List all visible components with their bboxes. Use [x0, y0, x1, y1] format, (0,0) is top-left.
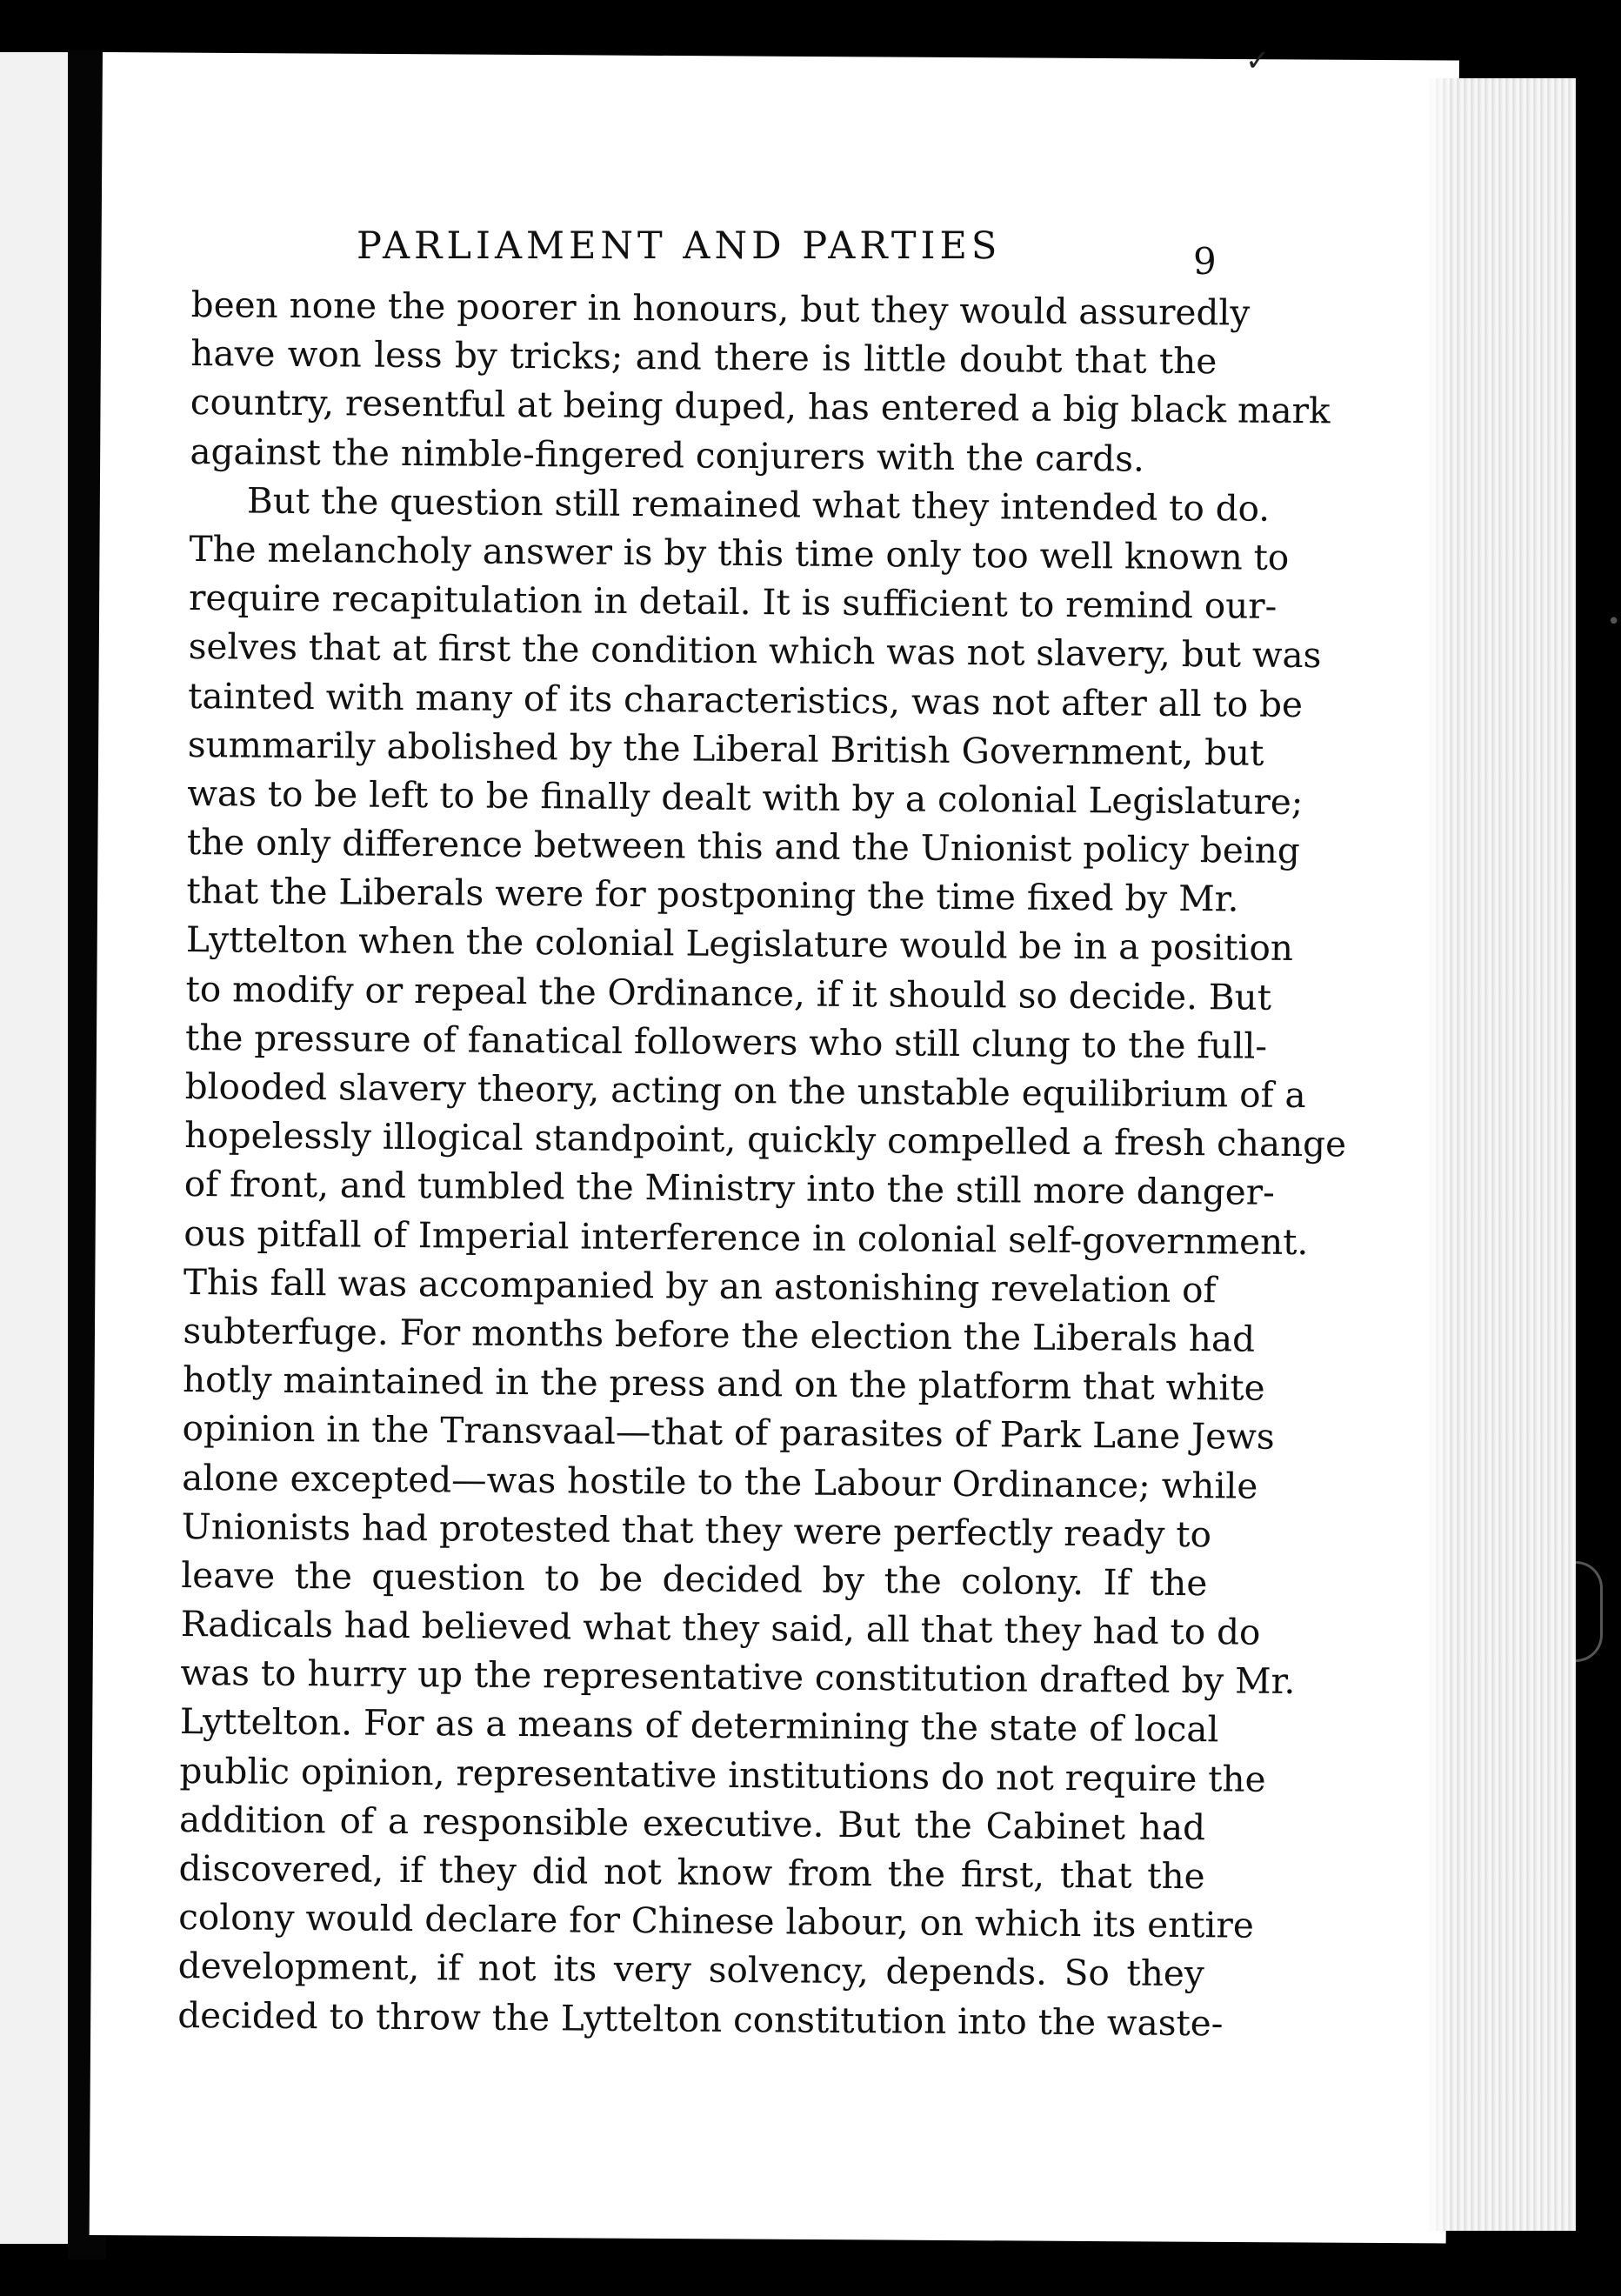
text-line: that the Liberals were for postponing the time fixed by Mr.: [186, 870, 1239, 920]
text-line: Lyttelton when the colonial Legislature would be in a position: [185, 918, 1294, 970]
text-line: Unionists had protested that they were perfectly ready to: [181, 1505, 1212, 1555]
running-head: PARLIAMENT AND PARTIES: [357, 224, 1002, 268]
text-line: require recapitulation in detail. It is sufficient to remind our-: [188, 577, 1277, 627]
text-line: country, resentful at being duped, has entered a big black mark: [190, 381, 1331, 432]
text-line: the pressure of fanatical followers who still clung to the full-: [184, 1016, 1268, 1067]
margin-speck-icon: •: [1607, 609, 1621, 635]
text-line: been none the poorer in honours, but they would assuredly: [190, 283, 1251, 334]
text-line: But the question still remained what they intended to do.: [246, 479, 1271, 530]
text-line: discovered, if they did not know from the first, that the: [178, 1846, 1205, 1898]
text-line: decided to throw the Lyttelton constitution into the waste-: [177, 1993, 1224, 2044]
page-stack-edges: [1426, 78, 1576, 2231]
text-line: ous pitfall of Imperial interference in colonial self-government.: [183, 1211, 1309, 1263]
text-line: to modify or repeal the Ordinance, if it should so decide. But: [185, 967, 1272, 1018]
page-clip-icon: [1576, 1561, 1603, 1662]
text-line: summarily abolished by the Liberal British Government, but: [187, 723, 1264, 774]
text-line: development, if not its very solvency, depends. So they: [177, 1945, 1204, 1995]
text-line: leave the question to be decided by the colony. If the: [181, 1553, 1208, 1605]
text-line: have won less by tricks; and there is little doubt that the: [190, 332, 1217, 383]
text-line: against the nimble-fingered conjurers with the cards.: [190, 430, 1145, 480]
text-line: hopelessly illogical standpoint, quickly compelled a fresh change: [184, 1114, 1347, 1165]
text-line: tainted with many of its characteristics, was not after all to be: [188, 674, 1304, 725]
text-line: hotly maintained in the press and on the platform that white: [182, 1358, 1265, 1409]
body-text: [177, 280, 1347, 2047]
page-number: 9: [1193, 240, 1217, 283]
facing-page-edge: [0, 52, 68, 2244]
text-line: colony would declare for Chinese labour, on which its entire: [178, 1896, 1255, 1946]
text-line: public opinion, representative institutions do not require the: [179, 1749, 1266, 1800]
text-line: the only difference between this and the Unionist policy being: [186, 821, 1300, 872]
text-line: opinion in the Transvaal—that of parasites of Park Lane Jews: [182, 1407, 1275, 1458]
text-line: Radicals had believed what they said, all that they had to do: [180, 1603, 1261, 1653]
text-line: was to be left to be finally dealt with by a colonial Legislature;: [187, 771, 1304, 823]
text-line: of front, and tumbled the Ministry into the still more danger-: [183, 1163, 1275, 1214]
text-line: This fall was accompanied by an astonishing revelation of: [183, 1260, 1217, 1312]
text-line: Lyttelton. For as a means of determining the state of local: [179, 1700, 1219, 1751]
text-line: addition of a responsible executive. But the Cabinet had: [178, 1798, 1206, 1849]
text-line: selves that at first the condition which was not slavery, but was: [188, 625, 1322, 677]
text-line: was to hurry up the representative constitution drafted by Mr.: [180, 1652, 1296, 1703]
text-line: blooded slavery theory, acting on the unstable equilibrium of a: [184, 1065, 1306, 1117]
text-line: alone excepted—was hostile to the Labour Ordinance; while: [182, 1456, 1258, 1507]
text-line: subterfuge. For months before the election the Liberals had: [183, 1309, 1256, 1360]
stray-ink-mark-icon: ✓: [1245, 43, 1271, 78]
text-line: The melancholy answer is by this time only too well known to: [189, 527, 1290, 578]
